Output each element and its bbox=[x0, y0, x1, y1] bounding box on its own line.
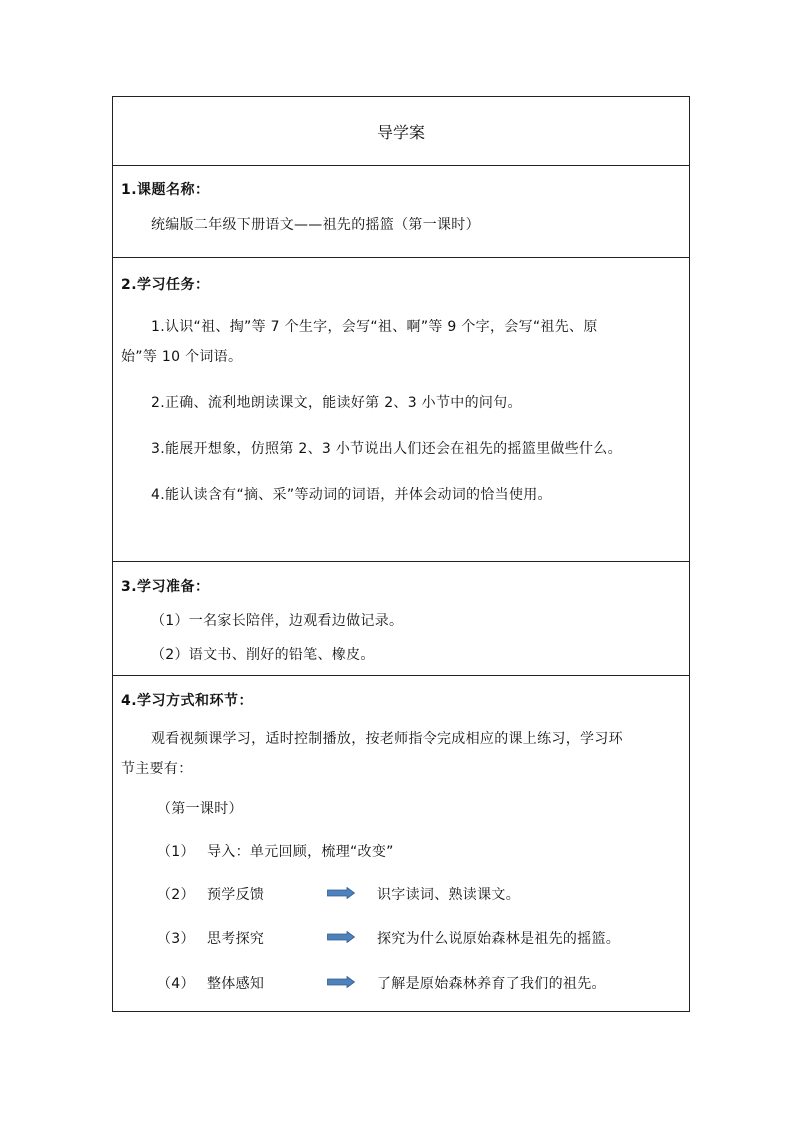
methods-intro-line-1: 观看视频课学习，适时控制播放，按老师指令完成相应的课上练习，学习环 bbox=[151, 731, 623, 747]
lesson-label: （第一课时） bbox=[157, 801, 243, 817]
methods-heading: 4.学习方式和环节： bbox=[121, 693, 254, 709]
step-3-result: 探究为什么说原始森林是祖先的摇篮。 bbox=[377, 931, 621, 947]
task-item-2: 2.正确、流利地朗读课文，能读好第 2、3 小节中的问句。 bbox=[151, 395, 522, 411]
step-3-name: 思考探究 bbox=[207, 931, 265, 947]
step-2-number: （2） bbox=[157, 887, 195, 903]
step-2-name: 预学反馈 bbox=[207, 887, 265, 903]
task-item-1-line-2: 始”等 10 个词语。 bbox=[121, 349, 243, 365]
step-4-name: 整体感知 bbox=[207, 976, 265, 992]
step-4-number: （4） bbox=[157, 976, 195, 992]
step-1-number: （1） bbox=[157, 844, 195, 860]
methods-intro-line-2: 节主要有： bbox=[121, 761, 193, 777]
task-item-1-line-1: 1.认识“祖、掏”等 7 个生字，会写“祖、啊”等 9 个字，会写“祖先、原 bbox=[151, 319, 598, 335]
right-arrow-icon bbox=[327, 887, 355, 899]
title-cell bbox=[113, 97, 689, 166]
topic-content: 统编版二年级下册语文——祖先的摇篮（第一课时） bbox=[151, 217, 480, 233]
step-4-result: 了解是原始森林养育了我们的祖先。 bbox=[377, 976, 606, 992]
preparation-cell bbox=[113, 562, 689, 676]
document-title: 导学案 bbox=[376, 123, 425, 142]
tasks-cell bbox=[113, 258, 689, 562]
preparation-item-2: （2）语文书、削好的铅笔、橡皮。 bbox=[151, 647, 375, 663]
step-1-name: 导入：单元回顾，梳理“改变” bbox=[207, 844, 394, 860]
topic-heading: 1.课题名称： bbox=[121, 182, 210, 198]
methods-cell bbox=[113, 676, 689, 1011]
right-arrow-icon bbox=[327, 931, 355, 943]
tasks-heading: 2.学习任务： bbox=[121, 277, 210, 293]
step-3-number: （3） bbox=[157, 931, 195, 947]
task-item-4: 4.能认读含有“摘、采”等动词的词语，并体会动词的恰当使用。 bbox=[151, 487, 552, 503]
preparation-heading: 3.学习准备： bbox=[121, 579, 210, 595]
topic-cell bbox=[113, 166, 689, 258]
step-2-result: 识字读词、熟读课文。 bbox=[377, 887, 520, 903]
preparation-item-1: （1）一名家长陪伴，边观看边做记录。 bbox=[151, 613, 404, 629]
right-arrow-icon bbox=[327, 976, 355, 988]
lesson-plan-table bbox=[112, 96, 690, 1012]
task-item-3: 3.能展开想象，仿照第 2、3 小节说出人们还会在祖先的摇篮里做些什么。 bbox=[151, 441, 622, 457]
